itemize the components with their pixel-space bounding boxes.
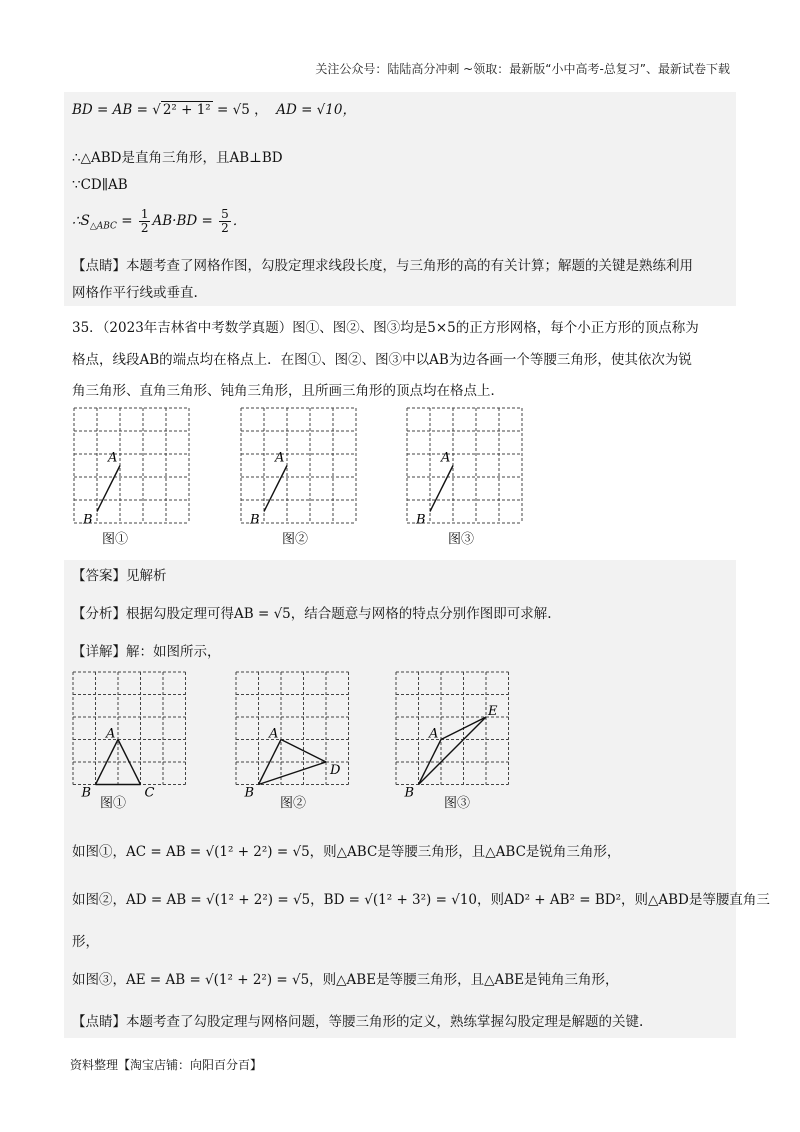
segment-ae [441, 717, 486, 740]
detail-line: 【详解】解：如图所示， [72, 644, 221, 660]
q35-line-3: 角三角形、直角三角形、钝角三角形，且所画三角形的顶点均在格点上． [72, 383, 504, 399]
explanation-3: 如图③，AE = AB = √(1² + 2²) = √5，则△ABE是等腰三角形，且△ABE是钝角三角形， [72, 972, 619, 988]
segment-ac [118, 740, 141, 785]
point-d-label: D [330, 763, 341, 778]
q-fig-label-1: 图① [102, 532, 129, 547]
prev-comment-2: 网格作平行线或垂直. [72, 285, 198, 301]
explanation-2b: 形， [72, 934, 99, 950]
prev-line-3: ∵CD∥AB [72, 177, 128, 193]
point-a-label: A [441, 450, 451, 466]
summary-line: 【点睛】本题考查了勾股定理与网格问题，等腰三角形的定义，熟练掌握勾股定理是解题的关键. [72, 1014, 644, 1030]
q35-line-2: 格点，线段AB的端点均在格点上．在图①、图②、图③中以AB为边各画一个等腰三角形，使其依次为锐 [72, 352, 692, 368]
prev-line-4: $\therefore S_{\triangle ABC}$ = $\frac{1}{2}$ AB·BD = $\frac{5}{2}$ ． [72, 207, 247, 235]
explanation-2: 如图②，AD = AB = √(1² + 2²) = √5，BD = √(1² + 3²) = √10，则AD² + AB² = BD²，则△ABD是等腰直角三 [72, 892, 770, 908]
point-a-label: A [429, 726, 439, 742]
point-b-label: B [404, 785, 415, 801]
segment-ab [97, 466, 120, 512]
point-a-label: A [269, 726, 279, 742]
point-a-label: A [106, 726, 116, 742]
point-c-label: C [144, 785, 155, 801]
point-b-label: B [81, 785, 92, 801]
page-header: 关注公众号：陆陆高分冲刺 ~领取：最新版“小中高考-总复习”、最新试卷下载 [315, 62, 730, 76]
point-b-label: B [416, 512, 426, 528]
q35-line-1: 35．（2023年吉林省中考数学真题）图①、图②、图③均是5×5的正方形网格，每个小正方形的顶点称为 [72, 320, 699, 336]
point-a-label: A [275, 450, 285, 466]
point-a-label: A [108, 450, 118, 466]
q-fig-label-3: 图③ [448, 532, 475, 547]
point-b-label: B [250, 512, 260, 528]
prev-line-1: BD = AB = √ 2² + 1² = √5 ， AD = √10， [72, 102, 356, 118]
q-fig-label-2: 图② [282, 532, 309, 547]
prev-comment: 【点睛】本题考查了网格作图，勾股定理求线段长度，与三角形的高的有关计算；解题的关键是熟练利用 [72, 258, 693, 274]
segment-ab [430, 466, 453, 512]
point-e-label: E [488, 704, 498, 719]
prev-line-2: ∴△ABD是直角三角形，且AB⊥BD [72, 150, 283, 166]
point-b-label: B [83, 512, 93, 528]
analysis-line: 【分析】根据勾股定理可得AB = √5，结合题意与网格的特点分别作图即可求解. [72, 606, 552, 622]
explanation-1: 如图①，AC = AB = √(1² + 2²) = √5，则△ABC是等腰三角形，且△ABC是锐角三角形， [72, 844, 621, 860]
point-b-label: B [244, 785, 255, 801]
s-fig-label-1: 图① [100, 796, 127, 811]
s-fig-label-2: 图② [280, 796, 307, 811]
s-fig-label-3: 图③ [444, 796, 471, 811]
page-footer: 资料整理【淘宝店铺：向阳百分百】 [70, 1058, 263, 1072]
segment-ab [264, 466, 287, 512]
answer-line: 【答案】见解析 [72, 568, 167, 584]
